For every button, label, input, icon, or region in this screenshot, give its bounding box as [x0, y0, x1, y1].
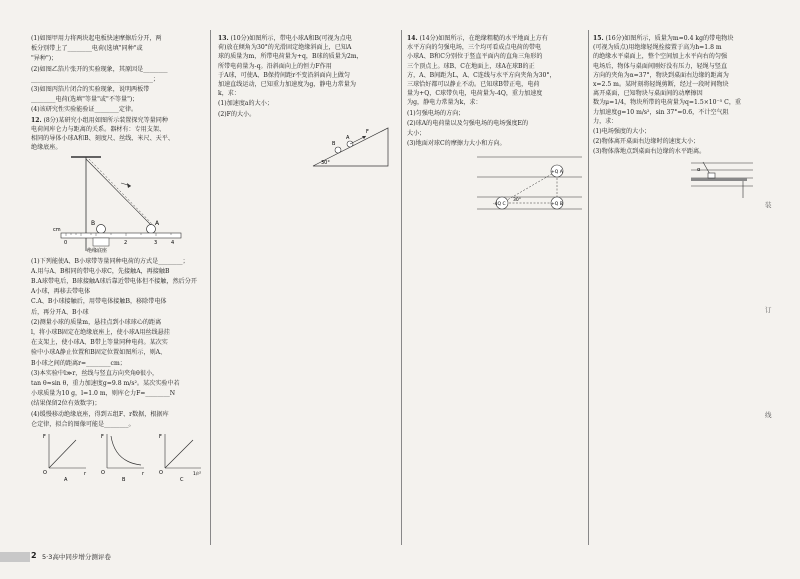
page-footer: [0, 548, 400, 566]
subquestion-line: (1)电场强度的大小；: [593, 128, 651, 136]
answer-graphs-figure: [31, 430, 211, 482]
text-line: 小球A、B和C分别位于竖直平面内的直角三角形的: [407, 53, 543, 61]
text-line: 方，A、B间距为L，A、C连线与水平方向夹角为30°，: [407, 71, 556, 79]
text-line: (10分)如图所示，带电小球A和B(可视为点电: [230, 35, 352, 42]
text-line: (2)如图乙箔片张开的实验现象，其原因是________: [31, 65, 168, 73]
subquestion-line: (2)F的大小。: [218, 110, 256, 118]
column-divider: [210, 30, 211, 545]
text-line: 板分别带上了________电荷(选填"同种"或: [31, 45, 143, 53]
margin-mark-3: 线: [765, 411, 772, 419]
text-line: 数为μ=1/4，物块所带的电荷量为q=1.5×10⁻⁵ C，重: [593, 99, 742, 107]
svg-text:A: A: [346, 134, 350, 141]
svg-text:B: B: [332, 140, 336, 147]
svg-text:F: F: [159, 434, 162, 441]
graph-b: [101, 434, 145, 482]
ball-b: [97, 225, 106, 234]
text-line: (3)本实验中l≫r，丝线与竖直方向夹角θ很小，: [31, 369, 159, 377]
text-line: x=2.5 m。某时刻将轻绳剪断，经过一段时间物块: [593, 81, 729, 89]
margin-mark-1: 装: [765, 201, 772, 209]
question-11-continued: [31, 34, 211, 115]
text-line: tan θ≈sin θ，重力加速度g=9.8 m/s²。某次实验中若: [31, 380, 180, 388]
column-4: [593, 34, 773, 206]
svg-text:r: r: [84, 471, 87, 478]
svg-text:O: O: [159, 470, 163, 477]
text-line: (14分)如图所示，在绝缘粗糙的水平地面上方有: [419, 35, 548, 42]
subquestion-line: (2)物体离开桌面右边缘时的速度大小；: [593, 138, 700, 146]
svg-text:A: A: [155, 220, 160, 228]
question-15-number: 15.: [593, 35, 604, 42]
option-line: C.A、B小球接触后，用带电体接触B，移除带电体: [31, 298, 167, 306]
question-12-number: 12.: [31, 116, 42, 124]
text-line: 仑定律，拟合的图像可能是________。: [31, 420, 135, 428]
text-line: 于A球，可使A、B保持间距r不变沿斜面向上做匀: [218, 71, 350, 79]
text-line: 电场后，物体与桌面间刚好没有压力，轻绳与竖直: [593, 62, 728, 70]
text-line: (3)如图丙箔片闭合的实验现象，说明两板带: [31, 86, 150, 94]
svg-text:O: O: [43, 470, 47, 477]
svg-text:绝缘底座: 绝缘底座: [87, 248, 108, 254]
svg-text:0: 0: [64, 240, 68, 247]
text-line: B小球之间的距离r=________cm；: [31, 359, 126, 367]
triangle-charges-figure: [407, 149, 587, 219]
question-12-sub4: [31, 410, 211, 429]
svg-text:F: F: [43, 434, 46, 441]
table-block-figure: [593, 158, 773, 203]
svg-text:A: A: [64, 477, 68, 483]
svg-text:F: F: [101, 434, 104, 441]
svg-text:2: 2: [124, 240, 128, 247]
footer-title: 5·3高中同步增分测评卷: [42, 553, 111, 561]
text-line: (4)缓慢移动绝缘底座，得到五组F、r数据，根据库: [31, 410, 169, 418]
text-line: 方向的夹角为α=37°，物块到桌面右边缘的距离为: [593, 71, 729, 79]
option-line: A小球，再移去带电体: [31, 288, 91, 296]
column-2: [218, 34, 398, 173]
text-line: 电荷间库仑力与距离的关系。器材有：专用支架、: [31, 125, 166, 133]
text-line: 力，求：: [593, 117, 618, 125]
text-line: (16分)如图所示，质量为m=0.4 kg的带电物块: [605, 35, 734, 42]
text-line: 加速直线运动，已知重力加速度为g，静电力常量为: [218, 81, 356, 89]
question-12-sub2: [31, 318, 211, 368]
text-line: (1)如图甲用力将两块起电板快速摩擦后分开，两: [31, 35, 162, 42]
option-line: 后，再分开A、B小球: [31, 308, 89, 316]
subquestion-line: 大小；: [407, 130, 426, 138]
text-line: 球的质量为m，所带电荷量为+q，B球的质量为2m，: [218, 53, 363, 61]
question-14-number: 14.: [407, 35, 418, 42]
incline-figure: [218, 120, 398, 170]
text-line: ________电荷(选填"等量"或"不等量")；: [31, 96, 139, 104]
question-12-sub1: (1)下列能使A、B小球带等量同种电荷的方式是________；: [31, 257, 189, 265]
text-line: 三球恰好都可以静止不动。已知球B带正电，电荷: [407, 81, 540, 89]
subquestion-line: (3)地面对球C的摩擦力大小和方向。: [407, 140, 506, 148]
svg-text:r: r: [142, 471, 145, 478]
svg-text:α: α: [697, 166, 701, 173]
svg-text:30°: 30°: [513, 198, 521, 204]
svg-text:4: 4: [171, 240, 175, 247]
column-1: [31, 34, 211, 485]
svg-text:30°: 30°: [321, 159, 330, 166]
option-line: B.A球带电后，B球接触A球后靠近带电体但不接触，然后分开: [31, 278, 197, 286]
text-line: 力加速度g=10 m/s²，sin 37°=0.6，不计空气阻: [593, 108, 729, 116]
question-15-stem: [593, 34, 773, 126]
svg-text:1/r²: 1/r²: [193, 472, 202, 478]
svg-text:B: B: [122, 477, 126, 483]
column-divider: [588, 30, 589, 545]
text-line: 的绝缘水平桌面上，整个空间加上水平向右的匀强: [593, 53, 728, 61]
footer-bar: [0, 552, 30, 562]
subquestion-line: (1)加速度a的大小；: [218, 100, 273, 108]
question-13-number: 13.: [218, 35, 229, 42]
option-line: A.用与A、B相同的带电小球C，先接触A，再接触B: [31, 267, 170, 275]
text-line: 离开桌面，已知物块与桌面间的动摩擦因: [593, 90, 703, 98]
text-line: 三个顶点上。球B、C在地面上，球A在球B的正: [407, 62, 535, 70]
question-13-text: [218, 35, 363, 97]
text-line: (4)该研究性实验能验证________定律。: [31, 106, 138, 114]
text-line: 相同的导体小球A和B、刻度尺、丝线、米尺、天平、: [31, 135, 174, 143]
question-14-text: [407, 35, 556, 106]
text-line: 水平方向的匀强电场，三个均可看成点电荷的带电: [407, 44, 542, 52]
margin-mark-2: 订: [765, 306, 772, 314]
text-line: (8分)某研究小组用如图所示装置探究等量同种: [43, 116, 168, 124]
graph-a: [43, 434, 87, 482]
text-line: (2)测量小球的质量m，悬挂点到小球球心的距离: [31, 318, 162, 326]
svg-text:cm: cm: [53, 227, 61, 234]
question-15-text: [593, 35, 741, 125]
text-line: ________________________________________；: [31, 75, 159, 83]
text-line: 所带电荷量为-q。沿斜面向上的恒力F作用: [218, 62, 332, 70]
question-12-options: [31, 267, 211, 317]
column-divider: [401, 30, 402, 545]
svg-text:+Q A: +Q A: [551, 170, 563, 176]
text-line: 量为+Q，C球带负电，电荷量为-4Q，重力加速度: [407, 90, 543, 98]
binding-margin: [760, 0, 800, 579]
text-line: "异种")；: [31, 55, 58, 63]
text-line: 荷)放在倾角为30°的光滑固定绝缘斜面上，已知A: [218, 44, 352, 52]
question-14-subquestions: [407, 109, 587, 149]
svg-text:C: C: [180, 477, 184, 483]
question-12-stem: [31, 116, 211, 153]
question-14-stem: [407, 34, 587, 108]
text-line: 绝缘底座。: [31, 144, 62, 152]
text-line: 在支架上，使小球A、B带上等量同种电荷。某次实: [31, 339, 168, 347]
svg-text:3: 3: [154, 240, 158, 247]
question-13-stem: [218, 34, 398, 98]
question-12-text: [31, 117, 174, 152]
text-line: 验中小球A静止位置和B固定位置如图所示，则A、: [31, 349, 167, 357]
text-line: 小球质量为10 g，l=1.0 m，则库仑力F=________N: [31, 390, 176, 398]
column-3: [407, 34, 587, 223]
question-12-sub3: [31, 369, 211, 409]
text-line: k，求：: [218, 90, 240, 98]
subquestion-line: (3)物体落地点到桌面右边缘的水平距离。: [593, 148, 706, 156]
text-line: 为g，静电力常量为k，求：: [407, 99, 482, 107]
question-13-subquestions: [218, 99, 398, 118]
svg-text:B: B: [91, 220, 96, 228]
text-line: (可视为质点)用绝缘轻绳拴接置于高为h=1.8 m: [593, 44, 722, 52]
page-number: 2: [31, 551, 37, 560]
svg-text:+Q B: +Q B: [551, 202, 563, 208]
text-line: l，将小球B固定在绝缘底座上，使小球A用丝线悬挂: [31, 329, 170, 337]
subquestion-line: (2)球A的电荷量以及匀强电场的电场强度E的: [407, 119, 529, 127]
question-15-subquestions: [593, 127, 773, 157]
svg-text:-4Q C: -4Q C: [493, 202, 506, 208]
graph-c: [159, 434, 201, 482]
text-line: (结果保留2位有效数字)；: [31, 400, 101, 408]
coulomb-apparatus-figure: [31, 153, 211, 253]
svg-text:O: O: [101, 470, 105, 477]
svg-text:F: F: [366, 128, 369, 135]
subquestion-line: (1)匀强电场的方向；: [407, 109, 465, 117]
